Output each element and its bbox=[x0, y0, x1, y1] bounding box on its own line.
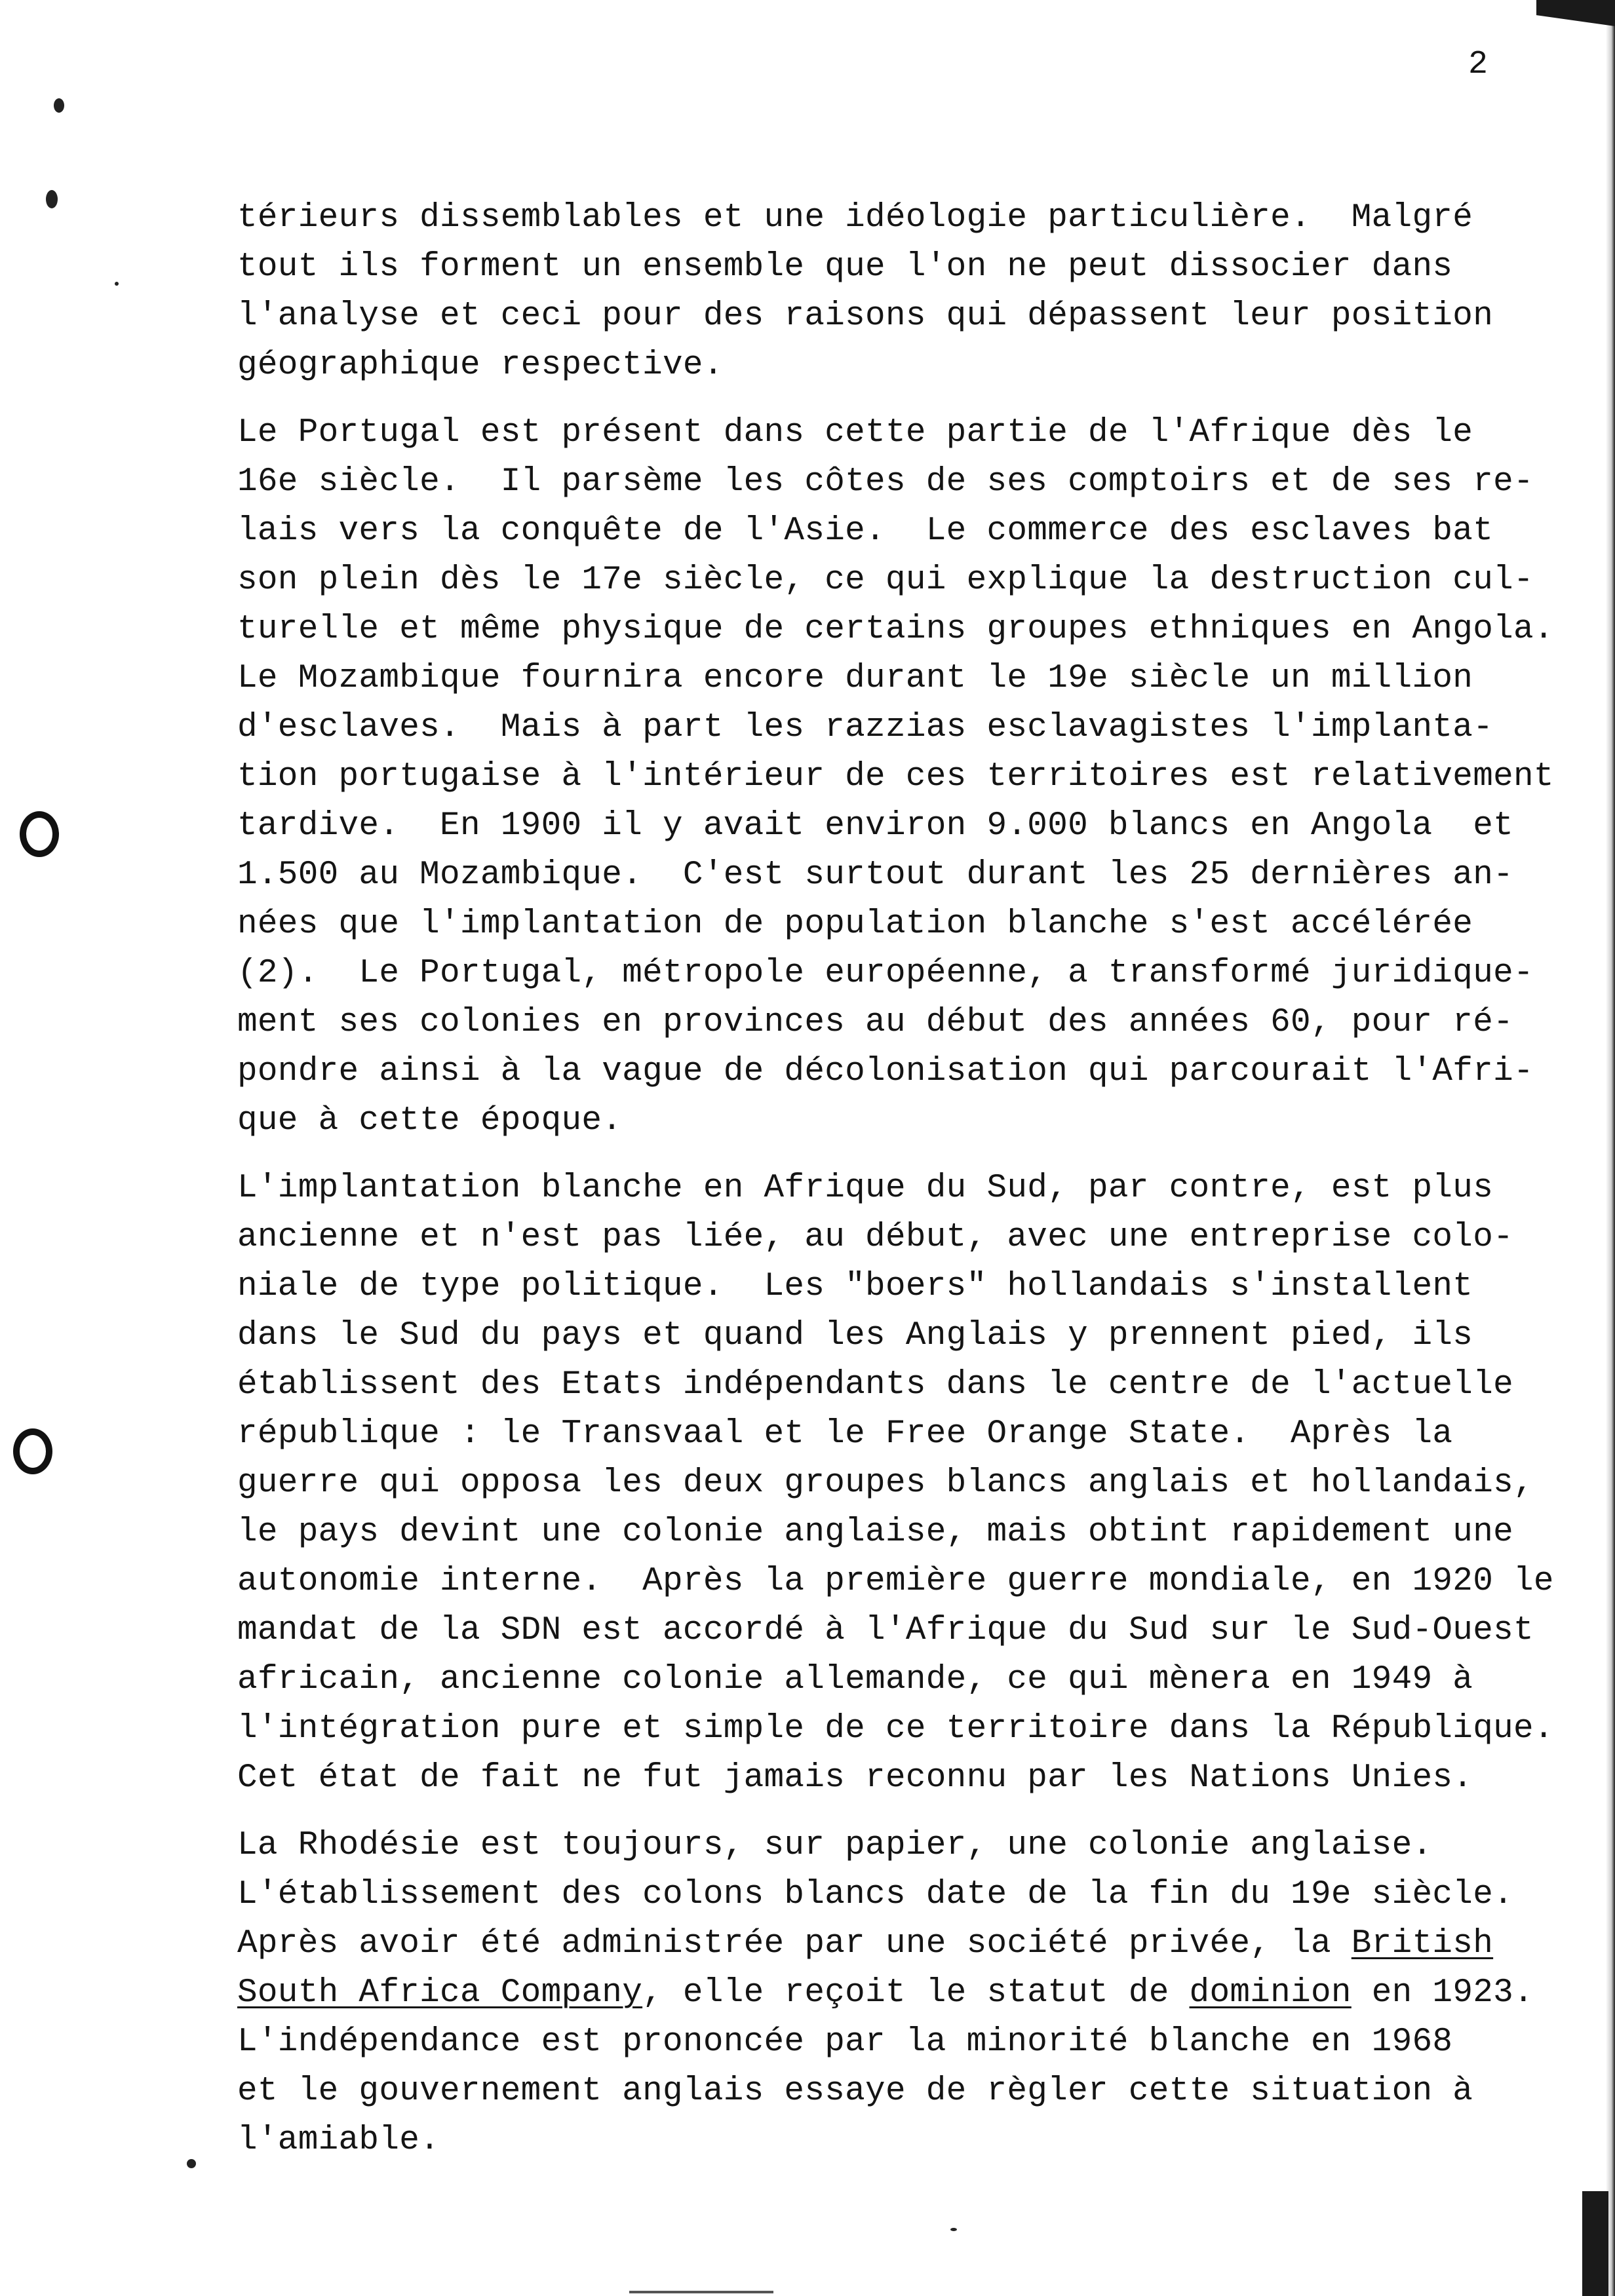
paragraph bbox=[237, 1164, 1587, 1803]
text-segment: lais vers la conquête de l'Asie. Le commerce des esclaves bat bbox=[237, 512, 1494, 550]
text-segment: L'implantation blanche en Afrique du Sud, par contre, est plus bbox=[237, 1170, 1494, 1207]
text-segment: son plein dès le 17e siècle, ce qui explique la destruction cul- bbox=[237, 562, 1534, 599]
text-segment: le pays devint une colonie anglaise, mais obtint rapidement une bbox=[237, 1514, 1514, 1551]
text-segment: , elle reçoit le statut de bbox=[642, 1974, 1190, 2012]
text-line bbox=[237, 654, 1587, 703]
text-line bbox=[237, 2116, 1587, 2165]
text-line bbox=[237, 1262, 1587, 1311]
text-segment: térieurs dissemblables et une idéologie particulière. Malgré bbox=[237, 199, 1473, 237]
text-segment: république : le Transvaal et le Free Orange State. Après la bbox=[237, 1415, 1453, 1453]
text-segment: en 1923. bbox=[1351, 1974, 1534, 2012]
paragraph bbox=[237, 1821, 1587, 2165]
text-segment: niale de type politique. Les "boers" hollandais s'installent bbox=[237, 1268, 1473, 1305]
text-segment: turelle et même physique de certains groupes ethniques en Angola. bbox=[237, 611, 1554, 648]
text-line bbox=[237, 1753, 1587, 1803]
text-line bbox=[237, 998, 1587, 1047]
text-segment: africain, ancienne colonie allemande, ce qui mènera en 1949 à bbox=[237, 1661, 1473, 1698]
text-segment: Le Mozambique fournira encore durant le 19e siècle un million bbox=[237, 660, 1473, 697]
text-line bbox=[237, 1919, 1587, 1968]
text-line bbox=[237, 851, 1587, 900]
text-segment: (2). Le Portugal, métropole européenne, a transformé juridique- bbox=[237, 955, 1534, 992]
text-segment: mandat de la SDN est accordé à l'Afrique du Sud sur le Sud-Ouest bbox=[237, 1612, 1534, 1649]
text-line bbox=[237, 1164, 1587, 1213]
text-line bbox=[237, 1409, 1587, 1459]
text-segment: guerre qui opposa les deux groupes blancs anglais et hollandais, bbox=[237, 1464, 1534, 1502]
text-line bbox=[237, 408, 1587, 457]
text-line bbox=[237, 1821, 1587, 1870]
text-segment: autonomie interne. Après la première guerre mondiale, en 1920 le bbox=[237, 1563, 1554, 1600]
underlined-term: South Africa Company bbox=[237, 1974, 643, 2012]
text-segment: L'établissement des colons blancs date de la fin du 19e siècle. bbox=[237, 1876, 1514, 1913]
text-segment: et le gouvernement anglais essaye de règler cette situation à bbox=[237, 2073, 1473, 2110]
text-segment: Après avoir été administrée par une société privée, la bbox=[237, 1925, 1352, 1962]
text-line bbox=[237, 193, 1587, 242]
text-segment: Le Portugal est présent dans cette partie de l'Afrique dès le bbox=[237, 414, 1473, 451]
punch-hole-icon bbox=[20, 811, 59, 857]
text-line bbox=[237, 1968, 1587, 2018]
text-segment: 16e siècle. Il parsème les côtes de ses comptoirs et de ses re- bbox=[237, 463, 1534, 501]
text-segment: pondre ainsi à la vague de décolonisation qui parcourait l'Afri- bbox=[237, 1053, 1534, 1090]
text-line bbox=[237, 1606, 1587, 1655]
text-line bbox=[237, 801, 1587, 851]
text-line bbox=[237, 949, 1587, 998]
text-segment: dans le Sud du pays et quand les Anglais y prennent pied, ils bbox=[237, 1317, 1473, 1354]
scan-speck bbox=[115, 282, 119, 286]
scan-speck bbox=[46, 190, 58, 208]
text-line bbox=[237, 292, 1587, 341]
text-segment: Cet état de fait ne fut jamais reconnu par les Nations Unies. bbox=[237, 1759, 1473, 1797]
document-body bbox=[237, 193, 1587, 2183]
text-segment: ancienne et n'est pas liée, au début, avec une entreprise colo- bbox=[237, 1219, 1514, 1256]
scan-mark bbox=[629, 2291, 773, 2293]
scan-smudge bbox=[1582, 2191, 1608, 2296]
scan-speck bbox=[187, 2159, 196, 2168]
scan-speck bbox=[54, 98, 64, 113]
text-line bbox=[237, 556, 1587, 605]
page-corner-shadow bbox=[1536, 0, 1615, 26]
page-edge-shadow bbox=[1606, 0, 1615, 2296]
text-segment: 1.500 au Mozambique. C'est surtout durant les 25 dernières an- bbox=[237, 856, 1514, 894]
text-line bbox=[237, 2067, 1587, 2116]
page-number: 2 bbox=[1468, 46, 1489, 83]
text-line bbox=[237, 605, 1587, 654]
underlined-term: dominion bbox=[1189, 1974, 1352, 2012]
scan-speck bbox=[950, 2228, 957, 2231]
text-line bbox=[237, 1047, 1587, 1096]
text-line bbox=[237, 2018, 1587, 2067]
text-segment: l'intégration pure et simple de ce territoire dans la République. bbox=[237, 1710, 1554, 1748]
text-line bbox=[237, 703, 1587, 752]
text-segment: l'analyse et ceci pour des raisons qui dépassent leur position bbox=[237, 297, 1494, 335]
text-segment: ment ses colonies en provinces au début des années 60, pour ré- bbox=[237, 1004, 1514, 1041]
text-line bbox=[237, 507, 1587, 556]
text-line bbox=[237, 1360, 1587, 1409]
text-line bbox=[237, 1557, 1587, 1606]
text-segment: tout ils forment un ensemble que l'on ne peut dissocier dans bbox=[237, 248, 1453, 286]
text-segment: L'indépendance est prononcée par la minorité blanche en 1968 bbox=[237, 2023, 1453, 2061]
text-segment: tion portugaise à l'intérieur de ces territoires est relativement bbox=[237, 758, 1554, 795]
text-segment: d'esclaves. Mais à part les razzias esclavagistes l'implanta- bbox=[237, 709, 1494, 746]
text-line bbox=[237, 1508, 1587, 1557]
text-line bbox=[237, 752, 1587, 801]
text-segment: tardive. En 1900 il y avait environ 9.000 blancs en Angola et bbox=[237, 807, 1514, 845]
punch-hole-icon bbox=[13, 1428, 52, 1474]
text-segment: l'amiable. bbox=[237, 2122, 440, 2159]
text-segment: que à cette époque. bbox=[237, 1102, 623, 1139]
text-line bbox=[237, 1459, 1587, 1508]
text-line bbox=[237, 1096, 1587, 1145]
text-line bbox=[237, 1213, 1587, 1262]
text-line bbox=[237, 900, 1587, 949]
paragraph bbox=[237, 408, 1587, 1145]
text-line bbox=[237, 1311, 1587, 1360]
text-line bbox=[237, 1870, 1587, 1919]
text-segment: La Rhodésie est toujours, sur papier, une colonie anglaise. bbox=[237, 1827, 1433, 1864]
underlined-term: British bbox=[1351, 1925, 1494, 1962]
paragraph bbox=[237, 193, 1587, 390]
text-segment: nées que l'implantation de population blanche s'est accélérée bbox=[237, 906, 1473, 943]
text-line bbox=[237, 1704, 1587, 1753]
text-line bbox=[237, 1655, 1587, 1704]
text-line bbox=[237, 341, 1587, 390]
text-line bbox=[237, 457, 1587, 507]
text-line bbox=[237, 242, 1587, 292]
text-segment: géographique respective. bbox=[237, 347, 724, 384]
text-segment: établissent des Etats indépendants dans le centre de l'actuelle bbox=[237, 1366, 1514, 1404]
